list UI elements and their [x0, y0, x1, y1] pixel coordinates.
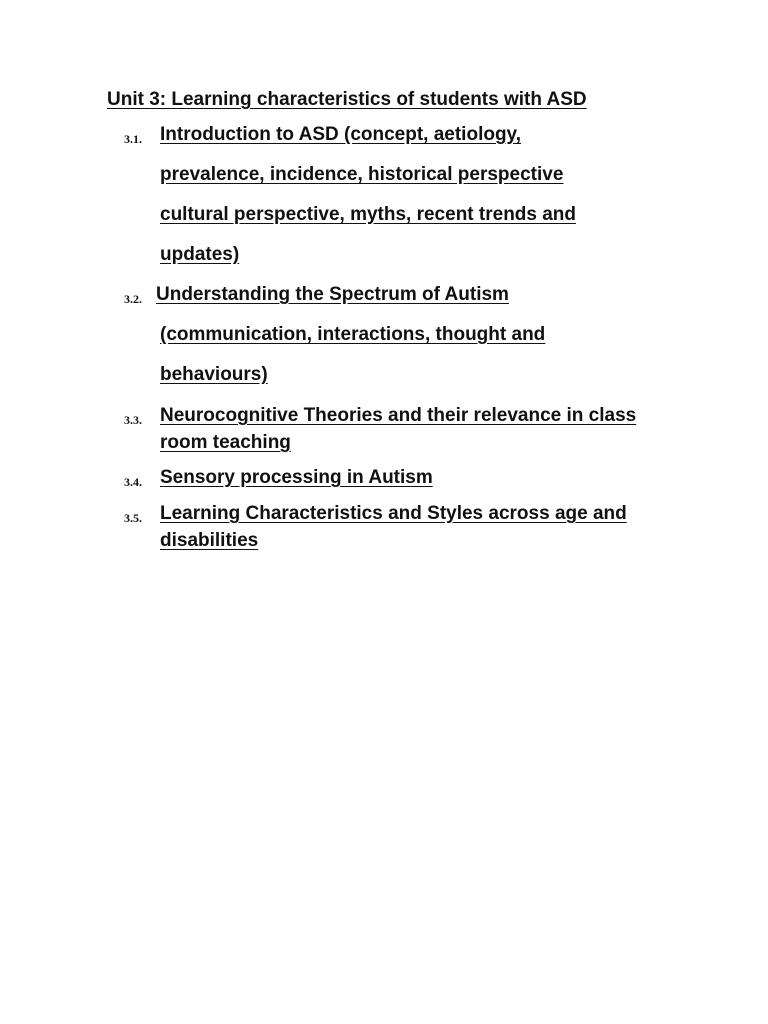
item-line: (communication, interactions, thought and — [160, 324, 546, 345]
item-line: cultural perspective, myths, recent trends and — [160, 204, 577, 225]
unit-title: Unit 3: Learning characteristics of students with ASD — [107, 89, 587, 110]
item-number: 3.3. — [124, 413, 142, 427]
item-line: Neurocognitive Theories and their relevance in class — [160, 405, 637, 426]
item-line: Sensory processing in Autism — [160, 467, 433, 488]
item-line: behaviours) — [160, 364, 268, 385]
item-number: 3.1. — [124, 132, 142, 146]
item-line: disabilities — [160, 530, 259, 551]
item-line: room teaching — [160, 432, 291, 453]
item-number: 3.5. — [124, 511, 142, 525]
item-line: prevalence, incidence, historical perspective — [160, 164, 564, 185]
item-line: Learning Characteristics and Styles across age and — [160, 503, 627, 524]
item-line: Understanding the Spectrum of Autism — [156, 284, 509, 305]
item-line: Introduction to ASD (concept, aetiology, — [160, 124, 521, 145]
item-number: 3.2. — [124, 292, 142, 306]
item-line: updates) — [160, 244, 240, 265]
item-number: 3.4. — [124, 475, 142, 489]
